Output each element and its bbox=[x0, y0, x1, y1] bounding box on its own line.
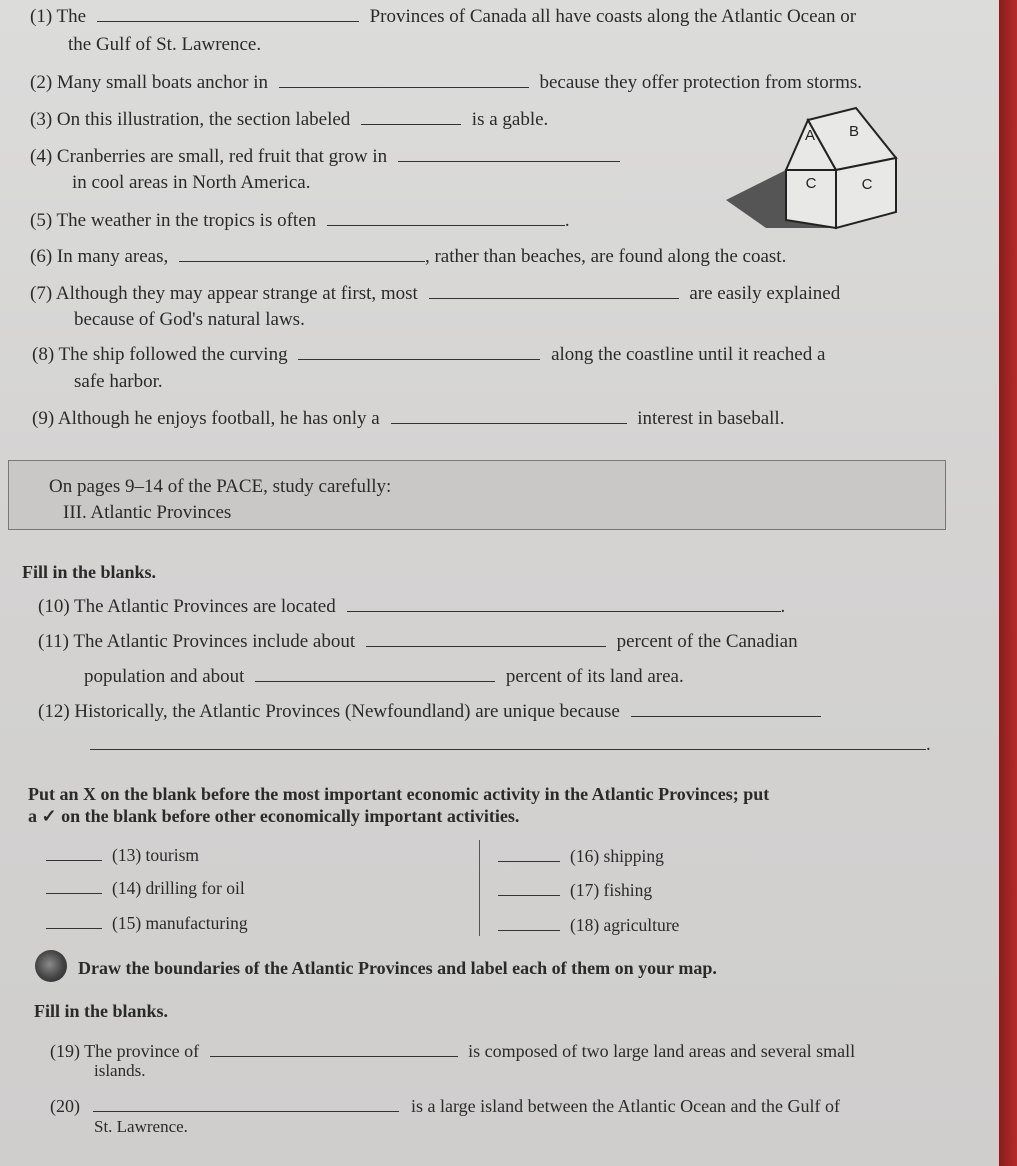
question-10-text: (10) The Atlantic Provinces are located bbox=[38, 596, 336, 617]
activity-17 bbox=[498, 877, 652, 903]
question-2-text: (2) Many small boats anchor in bbox=[30, 72, 268, 93]
question-10-period: . bbox=[780, 596, 786, 617]
question-9-text-after: interest in baseball. bbox=[637, 408, 785, 429]
label-c-side: C bbox=[861, 176, 873, 193]
question-1-blank[interactable] bbox=[97, 3, 359, 22]
question-20-text-after: is a large island between the Atlantic Ocean and the Gulf of bbox=[411, 1096, 841, 1116]
question-1-text-after: Provinces of Canada all have coasts along the Atlantic Ocean or bbox=[369, 6, 857, 27]
activity-16 bbox=[498, 843, 664, 869]
question-8-text-after: along the coastline until it reached a bbox=[551, 344, 826, 365]
question-4-text: (4) Cranberries are small, red fruit that grow in bbox=[30, 146, 388, 167]
economic-activity-instruction-1: Put an X on the blank before the most important economic activity in the Atlantic Provinces; put bbox=[28, 784, 770, 804]
activity-16-label: (16) shipping bbox=[570, 846, 664, 866]
question-11 bbox=[38, 628, 798, 655]
question-2 bbox=[30, 69, 862, 96]
question-4 bbox=[30, 143, 626, 170]
question-10 bbox=[38, 593, 785, 620]
activity-16-blank[interactable] bbox=[498, 843, 560, 862]
house-gable-illustration bbox=[726, 100, 926, 230]
activity-14-blank[interactable] bbox=[46, 875, 102, 894]
label-c-front: C bbox=[805, 175, 817, 192]
question-12-blank[interactable] bbox=[631, 698, 821, 717]
question-8-blank[interactable] bbox=[298, 341, 540, 360]
question-6-text: (6) In many areas, bbox=[30, 246, 169, 267]
question-9-text: (9) Although he enjoys football, he has only a bbox=[32, 408, 380, 429]
map-instruction: Draw the boundaries of the Atlantic Provinces and label each of them on your map. bbox=[78, 958, 717, 978]
question-8-text: (8) The ship followed the curving bbox=[32, 344, 288, 365]
question-6-text-after: , rather than beaches, are found along the coast. bbox=[424, 246, 787, 267]
study-instruction: On pages 9–14 of the PACE, study carefully: bbox=[49, 476, 392, 497]
question-20-blank[interactable] bbox=[93, 1093, 399, 1112]
question-12-blank-2[interactable] bbox=[90, 731, 926, 750]
question-19-text: (19) The province of bbox=[50, 1041, 200, 1061]
question-1 bbox=[30, 3, 856, 30]
activity-15-label: (15) manufacturing bbox=[112, 913, 248, 933]
question-11-text-after-2: percent of its land area. bbox=[505, 666, 684, 687]
question-10-blank[interactable] bbox=[347, 593, 781, 612]
question-11-text: (11) The Atlantic Provinces include about bbox=[38, 631, 356, 652]
study-topic: III. Atlantic Provinces bbox=[63, 502, 232, 523]
question-5-text: (5) The weather in the tropics is often bbox=[30, 210, 317, 231]
activity-17-blank[interactable] bbox=[498, 877, 560, 896]
map-activity-icon bbox=[35, 950, 67, 982]
study-section-box bbox=[8, 460, 946, 530]
question-7-continued: because of God's natural laws. bbox=[74, 309, 305, 330]
question-7-text: (7) Although they may appear strange at first, most bbox=[30, 283, 418, 304]
question-5 bbox=[30, 207, 570, 234]
question-12 bbox=[38, 698, 821, 725]
activity-13-blank[interactable] bbox=[46, 842, 102, 861]
question-3-text-after: is a gable. bbox=[471, 109, 549, 130]
column-divider bbox=[479, 840, 480, 936]
activity-18-blank[interactable] bbox=[498, 912, 560, 931]
question-2-text-after: because they offer protection from storms. bbox=[539, 72, 863, 93]
question-20-number: (20) bbox=[50, 1096, 80, 1116]
activity-15 bbox=[46, 910, 248, 936]
question-19-blank[interactable] bbox=[210, 1038, 458, 1057]
economic-activity-instruction-2: a ✓ on the blank before other economically important activities. bbox=[28, 806, 520, 826]
activity-15-blank[interactable] bbox=[46, 910, 102, 929]
activity-18 bbox=[498, 912, 679, 938]
question-7-blank[interactable] bbox=[429, 280, 679, 299]
question-8-continued: safe harbor. bbox=[74, 371, 163, 392]
question-11-text-after: percent of the Canadian bbox=[616, 631, 798, 652]
question-19 bbox=[50, 1038, 855, 1064]
question-3 bbox=[30, 106, 548, 133]
activity-17-label: (17) fishing bbox=[570, 880, 653, 900]
question-11-text-2: population and about bbox=[84, 666, 245, 687]
question-19-continued: islands. bbox=[94, 1061, 146, 1080]
question-19-text-after: is composed of two large land areas and several small bbox=[468, 1041, 856, 1061]
question-4-blank[interactable] bbox=[398, 143, 620, 162]
question-20-continued: St. Lawrence. bbox=[94, 1117, 188, 1136]
question-7 bbox=[30, 280, 840, 307]
question-1-continued: the Gulf of St. Lawrence. bbox=[68, 34, 262, 55]
question-3-blank[interactable] bbox=[361, 106, 461, 125]
label-a: A bbox=[804, 127, 816, 144]
question-6-blank[interactable] bbox=[179, 243, 425, 262]
activity-14-label: (14) drilling for oil bbox=[112, 878, 245, 898]
question-11-continued bbox=[84, 663, 684, 690]
question-4-continued: in cool areas in North America. bbox=[72, 172, 311, 193]
question-2-blank[interactable] bbox=[279, 69, 529, 88]
fill-in-heading: Fill in the blanks. bbox=[22, 562, 157, 582]
question-5-period: . bbox=[564, 210, 570, 231]
activity-13-label: (13) tourism bbox=[112, 845, 200, 865]
red-binding-edge bbox=[999, 0, 1017, 1166]
question-9-blank[interactable] bbox=[391, 405, 627, 424]
activity-13 bbox=[46, 842, 199, 868]
question-11-blank-2[interactable] bbox=[255, 663, 495, 682]
question-8 bbox=[32, 341, 825, 368]
question-6 bbox=[30, 243, 786, 270]
fill-in-heading-2: Fill in the blanks. bbox=[34, 1001, 169, 1021]
question-1-text: (1) The bbox=[30, 6, 87, 27]
question-12-line-2 bbox=[90, 731, 931, 758]
question-12-text: (12) Historically, the Atlantic Provinces (Newfoundland) are unique because bbox=[38, 701, 620, 722]
question-9 bbox=[32, 405, 784, 432]
activity-14 bbox=[46, 875, 245, 901]
question-5-blank[interactable] bbox=[327, 207, 565, 226]
label-b: B bbox=[848, 123, 860, 140]
activity-18-label: (18) agriculture bbox=[570, 915, 680, 935]
question-3-text: (3) On this illustration, the section labeled bbox=[30, 109, 351, 130]
wall-side bbox=[836, 158, 896, 228]
question-12-period: . bbox=[926, 734, 931, 755]
question-7-text-after: are easily explained bbox=[689, 283, 841, 304]
question-11-blank-1[interactable] bbox=[366, 628, 606, 647]
